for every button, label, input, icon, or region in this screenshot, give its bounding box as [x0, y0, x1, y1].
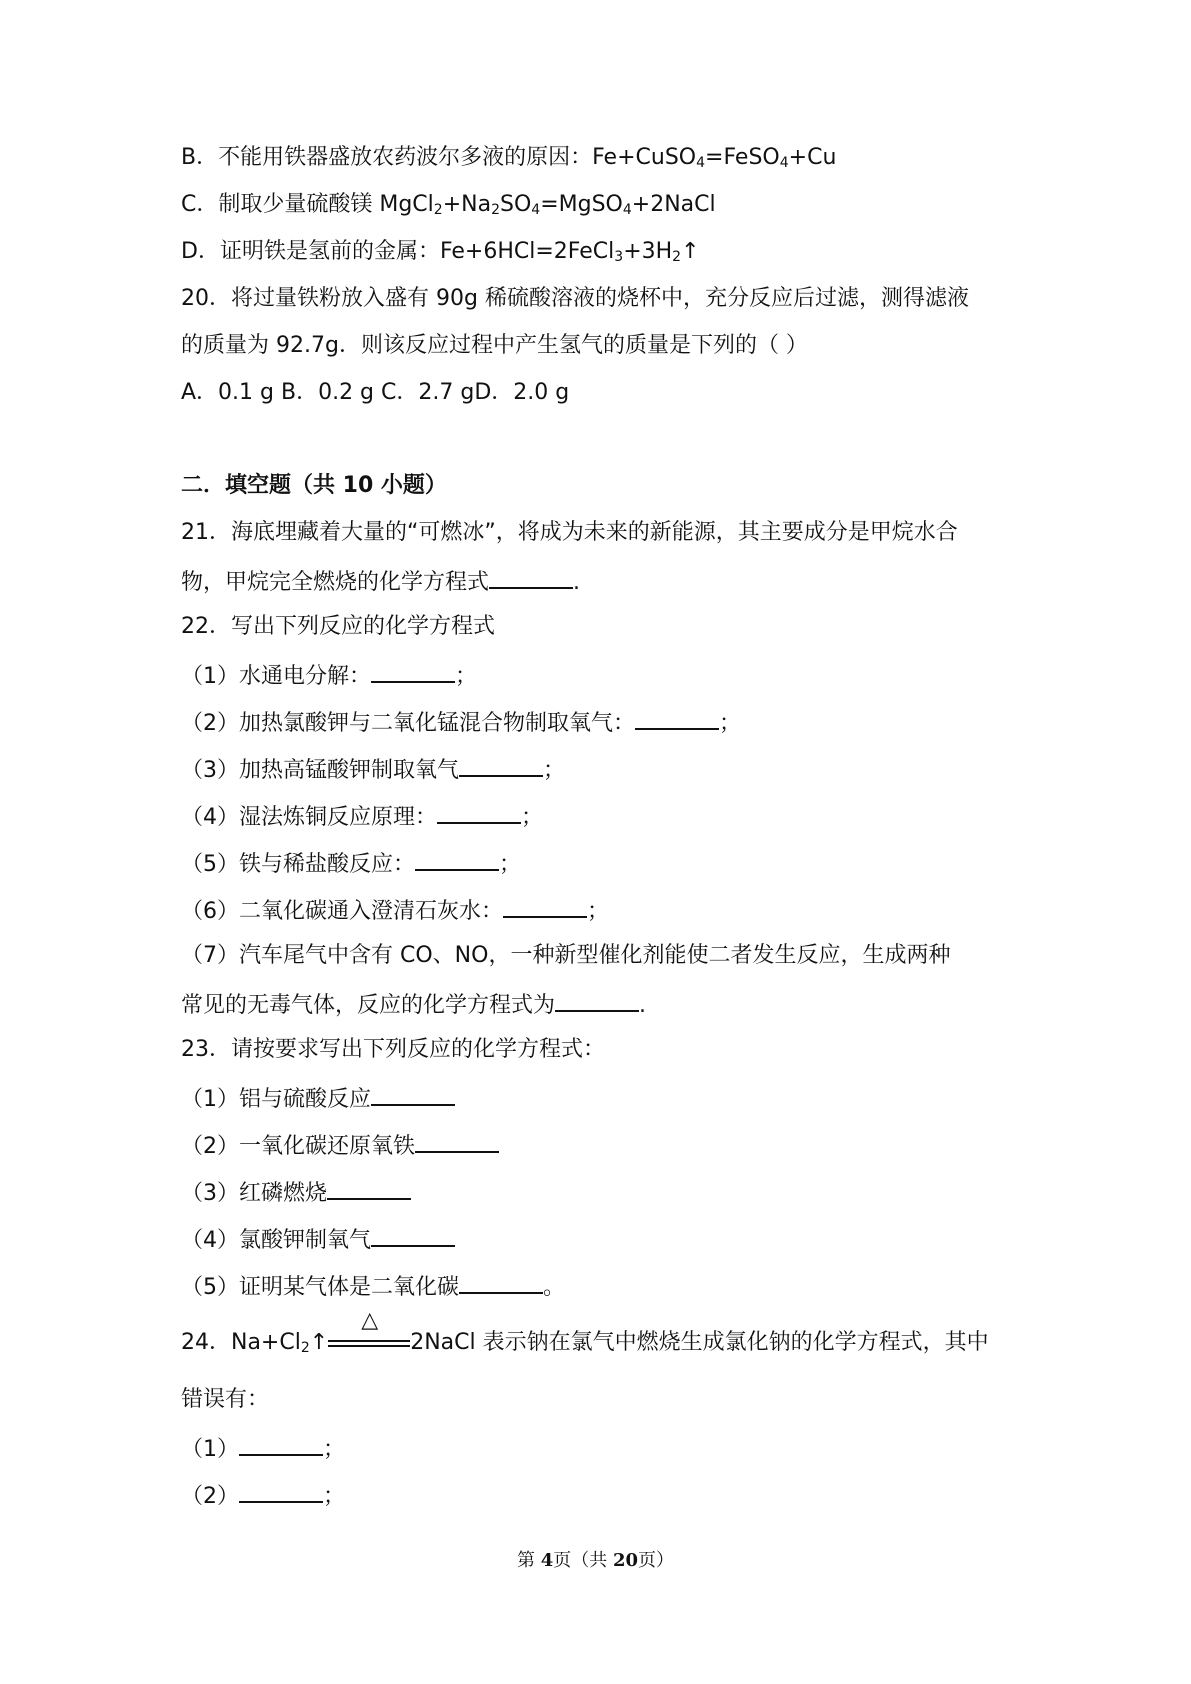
q22-item-7-line-2: 常见的无毒气体，反应的化学方程式为 .: [181, 988, 646, 1021]
section-heading: 二．填空题（共 10 小题）: [181, 473, 447, 498]
q22-item-1: （1）水通电分解： ；: [181, 659, 477, 692]
q19-option-b: B．不能用铁器盛放农药波尔多液的原因：Fe+CuSO$_4$=FeSO$_4$+Cu: [181, 145, 837, 171]
answer-blank[interactable]: [239, 1432, 323, 1456]
heating-condition-sign: [328, 1308, 410, 1358]
q23-item-5: （5）证明某气体是二氧化碳 。: [181, 1270, 565, 1303]
q22-item-6: （6）二氧化碳通入澄清石灰水： ；: [181, 894, 609, 927]
answer-blank[interactable]: [415, 847, 499, 871]
answer-blank[interactable]: [459, 753, 543, 777]
answer-blank[interactable]: [555, 988, 639, 1012]
q19-option-d: D．证明铁是氢前的金属：$Fe+6HCl=2FeCl_3+3H_2↑$: [181, 239, 700, 265]
q23-title: 23．请按要求写出下列反应的化学方程式：: [181, 1037, 605, 1062]
q20-options: A．0.1 g B．0.2 g C．2.7 gD．2.0 g: [181, 380, 570, 405]
answer-blank[interactable]: [371, 1223, 455, 1247]
q21-line-2: 物，甲烷完全燃烧的化学方程式 .: [181, 565, 580, 598]
q24-line-1: 24．$Na+Cl_2↑$ △ 2NaCl 表示钠在氯气中燃烧生成氯化钠的化学方程式，其中: [181, 1308, 989, 1356]
answer-blank[interactable]: [371, 659, 455, 683]
q22-item-7-line-1: （7）汽车尾气中含有 CO、NO，一种新型催化剂能使二者发生反应，生成两种: [181, 943, 951, 968]
heat-triangle-icon: △: [361, 1308, 379, 1333]
answer-blank[interactable]: [503, 894, 587, 918]
q24-item-2: （2） ；: [181, 1479, 345, 1512]
q24-item-1: （1） ；: [181, 1432, 345, 1465]
q23-item-1: （1）铝与硫酸反应: [181, 1082, 455, 1115]
q22-item-5: （5）铁与稀盐酸反应： ；: [181, 847, 521, 880]
answer-blank[interactable]: [437, 800, 521, 824]
answer-blank[interactable]: [371, 1082, 455, 1106]
q24-line-2: 错误有：: [181, 1387, 270, 1412]
answer-blank[interactable]: [415, 1129, 499, 1153]
q23-item-3: （3）红磷燃烧: [181, 1176, 411, 1209]
q23-item-4: （4）氯酸钾制氧气: [181, 1223, 455, 1256]
q22-item-4: （4）湿法炼铜反应原理： ；: [181, 800, 543, 833]
q23-item-2: （2）一氧化碳还原氧铁: [181, 1129, 499, 1162]
q21-line-1: 21．海底埋藏着大量的“可燃冰”，将成为未来的新能源，其主要成分是甲烷水合: [181, 520, 958, 545]
q22-item-2: （2）加热氯酸钾与二氧化锰混合物制取氧气： ；: [181, 706, 741, 739]
answer-blank[interactable]: [489, 565, 573, 589]
answer-blank[interactable]: [635, 706, 719, 730]
q19-option-c: C．制取少量硫酸镁 $MgCl_2+Na_2SO_4=MgSO_4+2NaCl$: [181, 192, 716, 218]
answer-blank[interactable]: [239, 1479, 323, 1503]
answer-blank[interactable]: [459, 1270, 543, 1294]
q22-item-3: （3）加热高锰酸钾制取氧气 ；: [181, 753, 565, 786]
q20-line-2: 的质量为 92.7g．则该反应过程中产生氢气的质量是下列的（ ）: [181, 333, 808, 358]
page-footer: 第 4页（共 20页）: [516, 1550, 675, 1571]
q22-title: 22．写出下列反应的化学方程式: [181, 614, 495, 639]
answer-blank[interactable]: [327, 1176, 411, 1200]
q20-line-1: 20．将过量铁粉放入盛有 90g 稀硫酸溶液的烧杯中，充分反应后过滤，测得滤液: [181, 286, 969, 311]
